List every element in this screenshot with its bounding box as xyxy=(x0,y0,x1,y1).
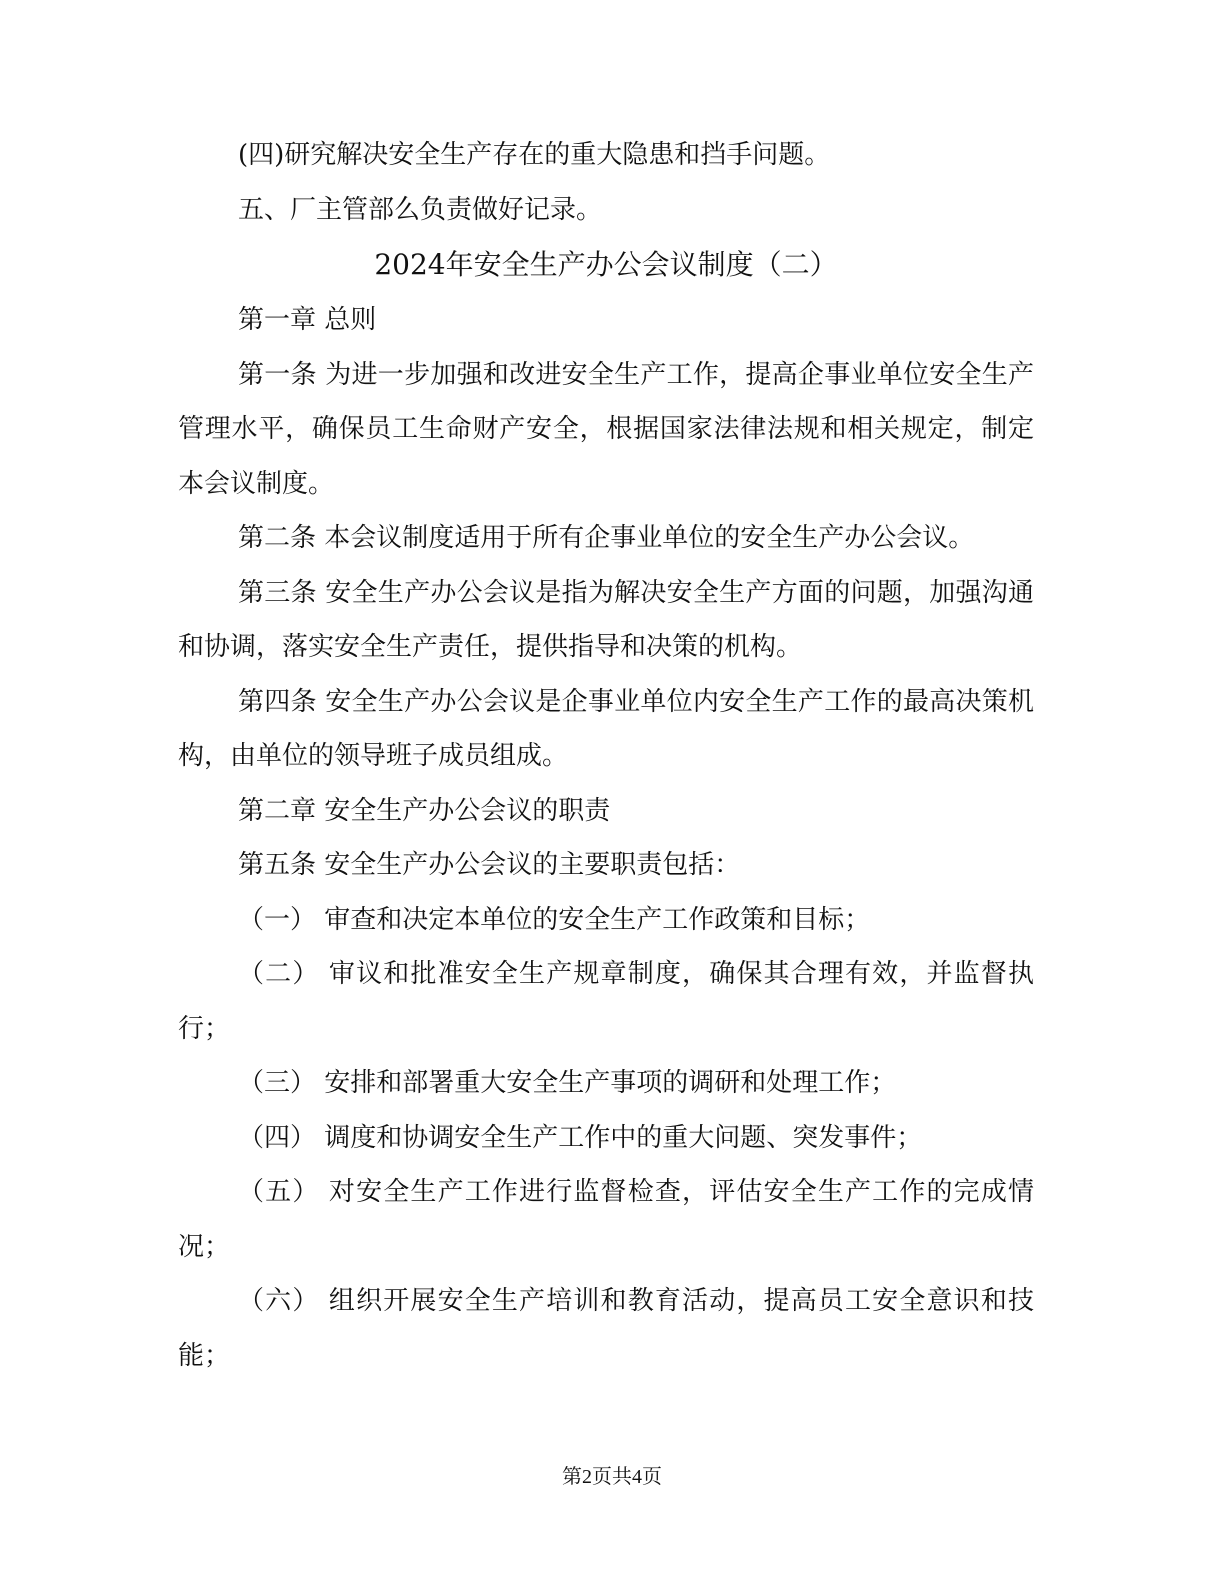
duty-item-1: （一） 审查和决定本单位的安全生产工作政策和目标； xyxy=(238,904,871,935)
duty-item-5: （五） 对安全生产工作进行监督检查，评估安全生产工作的完成情况； xyxy=(178,1177,1034,1262)
article-4: 第四条 安全生产办公会议是企事业单位内安全生产工作的最高决策机构，由单位的领导班子成员组成。 xyxy=(178,686,1034,771)
duty-item-6: （六） 组织开展安全生产培训和教育活动，提高员工安全意识和技能； xyxy=(178,1286,1034,1371)
article-3: 第三条 安全生产办公会议是指为解决安全生产方面的问题，加强沟通和协调，落实安全生产责任，提供指导和决策的机构。 xyxy=(178,577,1034,662)
article-5: 第五条 安全生产办公会议的主要职责包括： xyxy=(238,850,741,880)
paragraph-item-4: (四)研究解决安全生产存在的重大隐患和挡手问题。 xyxy=(238,140,831,170)
chapter-2-heading: 第二章 安全生产办公会议的职责 xyxy=(238,795,611,826)
paragraph-item-5-record: 五、厂主管部么负责做好记录。 xyxy=(238,194,603,225)
duty-item-4: （四） 调度和协调安全生产工作中的重大问题、突发事件； xyxy=(238,1122,923,1153)
page-number-footer: 第2页共4页 xyxy=(562,1466,662,1488)
article-2: 第二条 本会议制度适用于所有企事业单位的安全生产办公会议。 xyxy=(238,523,975,553)
duty-item-3: （三） 安排和部署重大安全生产事项的调研和处理工作； xyxy=(238,1068,897,1098)
article-1: 第一条 为进一步加强和改进安全生产工作，提高企事业单位安全生产管理水平，确保员工生命财产安全，根据国家法律法规和相关规定，制定本会议制度。 xyxy=(178,359,1034,499)
document-body xyxy=(178,128,1034,1383)
duty-item-2: （二） 审议和批准安全生产规章制度，确保其合理有效，并监督执行； xyxy=(178,959,1034,1044)
document-title: 2024年安全生产办公会议制度（二） xyxy=(374,248,838,281)
chapter-1-heading: 第一章 总则 xyxy=(238,305,377,335)
